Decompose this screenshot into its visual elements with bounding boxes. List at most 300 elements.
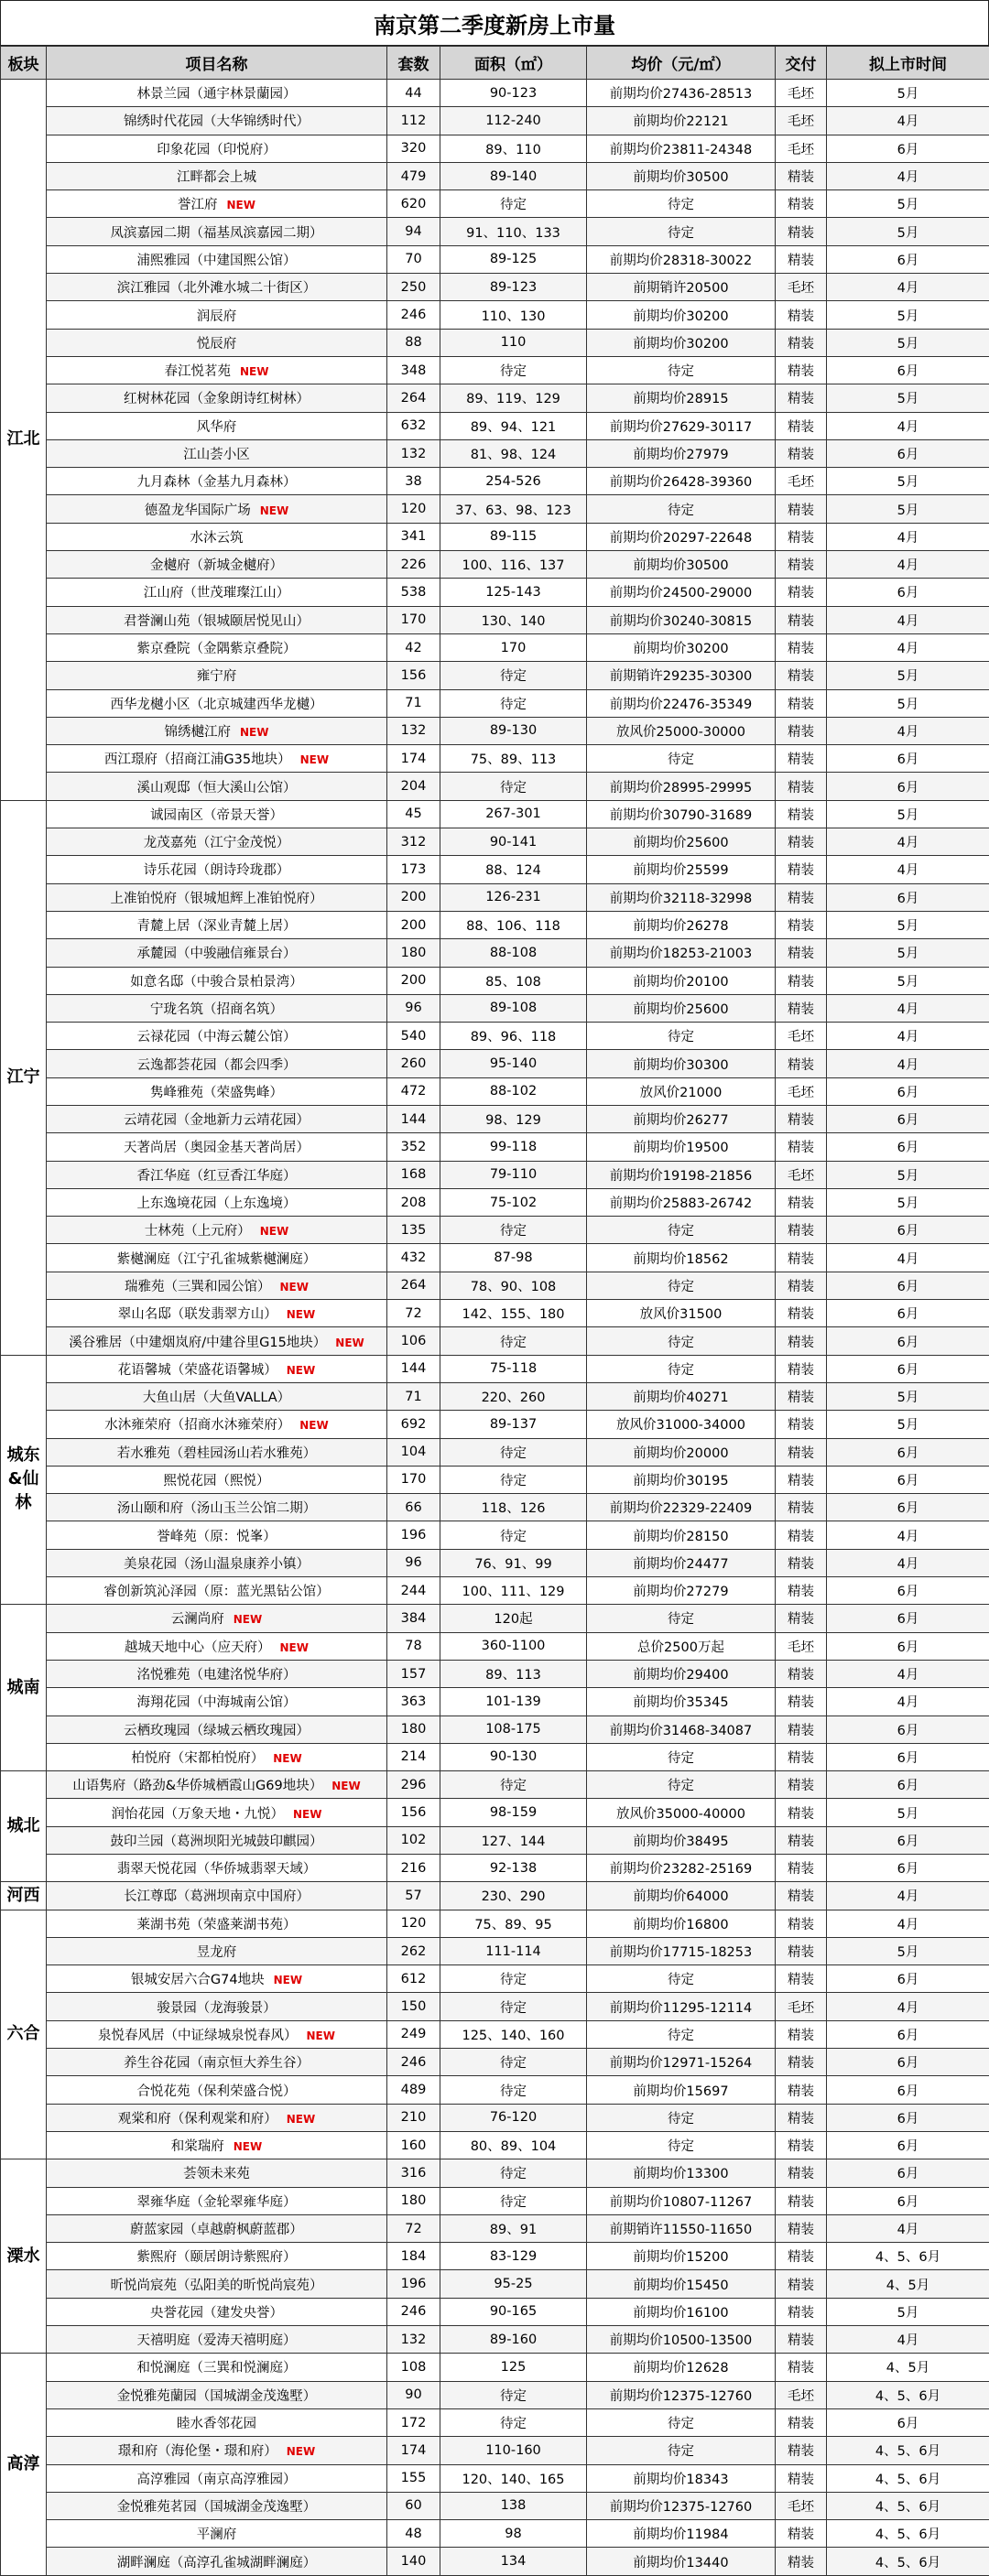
table-row bbox=[1, 384, 989, 412]
price-cell bbox=[587, 745, 776, 773]
launch-time-cell bbox=[827, 468, 989, 495]
delivery-text: 精装 bbox=[788, 2333, 814, 2348]
delivery-text: 精装 bbox=[788, 1612, 814, 1627]
new-badge: NEW bbox=[287, 2445, 315, 2458]
units-text: 155 bbox=[401, 2471, 427, 2485]
area-cell bbox=[440, 2270, 587, 2298]
delivery-cell bbox=[776, 329, 827, 356]
table-row bbox=[1, 1244, 989, 1272]
price-text: 前期均价18343 bbox=[633, 2473, 728, 2487]
price-cell bbox=[587, 551, 776, 579]
delivery-text: 精装 bbox=[788, 2278, 814, 2293]
delivery-cell bbox=[776, 107, 827, 135]
table-row bbox=[1, 1882, 989, 1910]
delivery-cell bbox=[776, 633, 827, 661]
price-text: 前期均价18253-21003 bbox=[610, 947, 753, 961]
launch-time-cell bbox=[827, 1438, 989, 1466]
units-text: 184 bbox=[401, 2249, 427, 2264]
launch-time-text: 4、5、6月 bbox=[875, 2250, 940, 2265]
price-cell bbox=[587, 662, 776, 689]
launch-time-cell bbox=[827, 2076, 989, 2104]
area-text: 待定 bbox=[500, 2417, 527, 2431]
delivery-cell bbox=[776, 2187, 827, 2214]
launch-time-text: 6月 bbox=[897, 1446, 919, 1461]
area-text: 90-130 bbox=[490, 1749, 537, 1764]
project-name-cell bbox=[47, 828, 387, 856]
area-text: 89-125 bbox=[490, 252, 537, 266]
launch-time-cell bbox=[827, 717, 989, 744]
launch-time-cell bbox=[827, 1105, 989, 1132]
area-text: 待定 bbox=[500, 2056, 527, 2071]
project-name-cell bbox=[47, 1882, 387, 1910]
area-text: 89-115 bbox=[490, 529, 537, 544]
price-cell bbox=[587, 2354, 776, 2381]
price-cell bbox=[587, 301, 776, 329]
units-cell bbox=[387, 1771, 440, 1799]
launch-time-cell bbox=[827, 2520, 989, 2548]
units-text: 320 bbox=[401, 141, 427, 156]
launch-time-cell bbox=[827, 190, 989, 218]
table-row bbox=[1, 2020, 989, 2048]
area-cell bbox=[440, 2187, 587, 2214]
delivery-cell bbox=[776, 606, 827, 633]
delivery-cell bbox=[776, 1743, 827, 1770]
project-name-cell bbox=[47, 107, 387, 135]
delivery-text: 精装 bbox=[788, 1835, 814, 1849]
units-text: 66 bbox=[405, 1500, 421, 1515]
area-text: 37、63、98、123 bbox=[455, 503, 571, 518]
project-name-cell bbox=[47, 2464, 387, 2492]
project-name-text: 印象花园（印悦府） bbox=[157, 143, 277, 157]
price-cell bbox=[587, 2049, 776, 2076]
units-text: 262 bbox=[401, 1944, 427, 1959]
project-name-cell bbox=[47, 800, 387, 828]
price-cell bbox=[587, 633, 776, 661]
table-row bbox=[1, 579, 989, 606]
table-row bbox=[1, 1632, 989, 1660]
table-row bbox=[1, 911, 989, 938]
project-name-cell bbox=[47, 994, 387, 1022]
price-cell bbox=[587, 1632, 776, 1660]
launch-time-text: 6月 bbox=[897, 448, 919, 462]
project-name-text: 海翔花园（中海城南公馆） bbox=[137, 1695, 297, 1710]
units-cell bbox=[387, 135, 440, 162]
delivery-text: 精装 bbox=[788, 808, 814, 823]
units-text: 168 bbox=[401, 1167, 427, 1182]
units-cell bbox=[387, 967, 440, 994]
units-cell bbox=[387, 2049, 440, 2076]
table-row bbox=[1, 245, 989, 273]
area-text: 80、89、104 bbox=[471, 2139, 557, 2154]
table-row bbox=[1, 1272, 989, 1299]
project-name-text: 滨江雅园（北外滩水城二十街区） bbox=[117, 281, 317, 296]
project-name-cell bbox=[47, 1188, 387, 1216]
launch-time-cell bbox=[827, 2298, 989, 2325]
units-cell bbox=[387, 468, 440, 495]
units-text: 200 bbox=[401, 973, 427, 988]
project-name-text: 悦辰府 bbox=[197, 337, 237, 352]
launch-time-text: 5月 bbox=[897, 808, 919, 823]
price-text: 前期均价30300 bbox=[633, 1058, 728, 1073]
launch-time-text: 4月 bbox=[897, 1252, 919, 1267]
units-text: 72 bbox=[405, 1306, 421, 1321]
delivery-cell bbox=[776, 2408, 827, 2436]
area-text: 待定 bbox=[500, 1224, 527, 1239]
project-name-text: 水沐雍荣府（招商水沐雍荣府） bbox=[104, 1418, 290, 1433]
units-cell bbox=[387, 1217, 440, 1244]
project-name-cell bbox=[47, 2437, 387, 2464]
delivery-cell bbox=[776, 439, 827, 467]
project-name-cell bbox=[47, 1743, 387, 1770]
delivery-text: 精装 bbox=[788, 503, 814, 518]
area-cell bbox=[440, 2049, 587, 2076]
launch-time-text: 4月 bbox=[897, 725, 919, 740]
project-name-cell bbox=[47, 1438, 387, 1466]
launch-time-text: 4月 bbox=[897, 863, 919, 878]
units-text: 244 bbox=[401, 1584, 427, 1598]
price-text: 前期均价25600 bbox=[633, 1002, 728, 1017]
units-cell bbox=[387, 245, 440, 273]
delivery-text: 精装 bbox=[788, 2473, 814, 2487]
delivery-text: 精装 bbox=[788, 2306, 814, 2321]
area-text: 170 bbox=[501, 641, 527, 655]
project-name-cell bbox=[47, 245, 387, 273]
launch-time-cell bbox=[827, 439, 989, 467]
area-text: 127、144 bbox=[482, 1835, 546, 1849]
project-name-text: 蔚蓝家园（卓越蔚枫蔚蓝郡） bbox=[130, 2223, 303, 2237]
delivery-text: 精装 bbox=[788, 558, 814, 573]
launch-time-cell bbox=[827, 662, 989, 689]
table-row bbox=[1, 2049, 989, 2076]
units-text: 352 bbox=[401, 1140, 427, 1154]
units-cell bbox=[387, 1826, 440, 1854]
area-cell bbox=[440, 1688, 587, 1716]
launch-time-cell bbox=[827, 1660, 989, 1687]
project-name-text: 合悦花苑（保利荣盛合悦） bbox=[137, 2084, 297, 2099]
project-name-text: 上准铂悦府（银城旭辉上准铂悦府） bbox=[111, 892, 323, 906]
new-badge: NEW bbox=[335, 1337, 364, 1349]
new-badge: NEW bbox=[307, 2029, 335, 2042]
table-row bbox=[1, 883, 989, 911]
price-text: 待定 bbox=[668, 2444, 694, 2459]
area-text: 220、260 bbox=[482, 1391, 546, 1405]
launch-time-text: 5月 bbox=[897, 1391, 919, 1405]
area-cell bbox=[440, 2492, 587, 2519]
launch-time-cell bbox=[827, 1133, 989, 1161]
price-text: 前期均价12375-12760 bbox=[610, 2389, 753, 2404]
units-text: 140 bbox=[401, 2554, 427, 2569]
table-row bbox=[1, 2076, 989, 2104]
project-name-text: 溪谷雅居（中建烟岚府/中建谷里G15地块） bbox=[69, 1336, 326, 1350]
project-name-cell bbox=[47, 1133, 387, 1161]
delivery-text: 精装 bbox=[788, 2056, 814, 2071]
project-name-text: 熙悦花园（熙悦） bbox=[164, 1474, 270, 1488]
delivery-text: 精装 bbox=[788, 198, 814, 212]
units-text: 44 bbox=[405, 86, 421, 101]
area-cell bbox=[440, 301, 587, 329]
area-text: 待定 bbox=[500, 2195, 527, 2210]
units-text: 102 bbox=[401, 1833, 427, 1847]
table-row bbox=[1, 2437, 989, 2464]
delivery-cell bbox=[776, 2214, 827, 2242]
units-text: 42 bbox=[405, 641, 421, 655]
launch-time-text: 6月 bbox=[897, 1835, 919, 1849]
delivery-text: 毛坯 bbox=[788, 114, 814, 129]
launch-time-text: 6月 bbox=[897, 2084, 919, 2099]
project-name-cell bbox=[47, 579, 387, 606]
project-name-cell bbox=[47, 1355, 387, 1382]
launch-time-text: 4、5、6月 bbox=[875, 2473, 940, 2487]
delivery-cell bbox=[776, 412, 827, 439]
price-text: 待定 bbox=[668, 2029, 694, 2043]
area-text: 111-114 bbox=[485, 1944, 541, 1959]
launch-time-cell bbox=[827, 1466, 989, 1493]
price-cell bbox=[587, 579, 776, 606]
launch-time-cell bbox=[827, 1965, 989, 1993]
delivery-text: 精装 bbox=[788, 2250, 814, 2265]
units-text: 540 bbox=[401, 1029, 427, 1044]
project-name-text: 荟领未来苑 bbox=[183, 2167, 250, 2181]
launch-time-cell bbox=[827, 2548, 989, 2575]
launch-time-cell bbox=[827, 1577, 989, 1605]
project-name-text: 江畔都会上城 bbox=[177, 170, 256, 185]
project-name-text: 紫京叠院（金隅紫京叠院） bbox=[137, 642, 297, 656]
launch-time-cell bbox=[827, 773, 989, 800]
launch-time-text: 6月 bbox=[897, 1612, 919, 1627]
project-name-cell bbox=[47, 2020, 387, 2048]
price-cell bbox=[587, 994, 776, 1022]
launch-time-text: 5月 bbox=[897, 1196, 919, 1211]
units-cell bbox=[387, 2131, 440, 2159]
price-text: 前期均价30195 bbox=[633, 1474, 728, 1488]
launch-time-cell bbox=[827, 2214, 989, 2242]
units-text: 246 bbox=[401, 308, 427, 322]
price-cell bbox=[587, 2243, 776, 2270]
launch-time-text: 5月 bbox=[897, 698, 919, 712]
region-cell: 高淳 bbox=[1, 2354, 47, 2575]
area-text: 83-129 bbox=[490, 2249, 537, 2264]
delivery-text: 精装 bbox=[788, 1779, 814, 1793]
area-text: 75-118 bbox=[490, 1361, 537, 1376]
area-cell bbox=[440, 773, 587, 800]
units-cell bbox=[387, 2354, 440, 2381]
price-text: 前期均价20297-22648 bbox=[610, 531, 753, 546]
area-text: 95-140 bbox=[490, 1056, 537, 1071]
project-name-text: 红树林花园（金象朗诗红树林） bbox=[124, 392, 310, 406]
project-name-cell bbox=[47, 1244, 387, 1272]
launch-time-text: 4月 bbox=[897, 1918, 919, 1932]
delivery-text: 精装 bbox=[788, 863, 814, 878]
delivery-text: 精装 bbox=[788, 947, 814, 961]
table-row bbox=[1, 2187, 989, 2214]
delivery-cell bbox=[776, 579, 827, 606]
price-cell bbox=[587, 2520, 776, 2548]
launch-time-cell bbox=[827, 579, 989, 606]
delivery-text: 精装 bbox=[788, 392, 814, 406]
launch-time-cell bbox=[827, 245, 989, 273]
project-name-text: 金悦雅苑茗园（国城湖金茂逸墅） bbox=[117, 2500, 317, 2515]
launch-time-text: 6月 bbox=[897, 1307, 919, 1322]
units-cell bbox=[387, 2076, 440, 2104]
area-text: 75、89、95 bbox=[474, 1918, 551, 1932]
project-name-cell bbox=[47, 1272, 387, 1299]
column-header-launch-time: 拟上市时间 bbox=[827, 47, 989, 80]
delivery-text: 精装 bbox=[788, 669, 814, 684]
launch-time-text: 4月 bbox=[897, 642, 919, 656]
delivery-text: 精装 bbox=[788, 1280, 814, 1294]
area-text: 101-139 bbox=[485, 1694, 541, 1709]
units-cell bbox=[387, 800, 440, 828]
project-name-text: 云栖玫瑰园（绿城云栖玫瑰园） bbox=[124, 1724, 310, 1738]
delivery-cell bbox=[776, 1993, 827, 2020]
launch-time-cell bbox=[827, 1882, 989, 1910]
area-cell bbox=[440, 1300, 587, 1327]
new-badge: NEW bbox=[293, 1808, 321, 1821]
delivery-cell bbox=[776, 2131, 827, 2159]
units-cell bbox=[387, 2298, 440, 2325]
delivery-text: 精装 bbox=[788, 1474, 814, 1488]
price-cell bbox=[587, 329, 776, 356]
table-row bbox=[1, 107, 989, 135]
table-row bbox=[1, 439, 989, 467]
delivery-text: 毛坯 bbox=[788, 1169, 814, 1184]
area-text: 待定 bbox=[500, 781, 527, 796]
price-text: 前期均价23811-24348 bbox=[610, 143, 753, 157]
area-cell bbox=[440, 1023, 587, 1050]
units-text: 156 bbox=[401, 668, 427, 683]
price-text: 前期均价29400 bbox=[633, 1668, 728, 1683]
column-header-project: 项目名称 bbox=[47, 47, 387, 80]
launch-time-cell bbox=[827, 856, 989, 883]
project-name-text: 誉峰苑（原：悦峯） bbox=[157, 1530, 277, 1544]
units-text: 200 bbox=[401, 918, 427, 933]
launch-time-text: 4、5、6月 bbox=[875, 2500, 940, 2515]
table-row bbox=[1, 468, 989, 495]
project-name-cell bbox=[47, 218, 387, 245]
units-text: 180 bbox=[401, 1722, 427, 1737]
units-text: 170 bbox=[401, 1472, 427, 1487]
units-cell bbox=[387, 439, 440, 467]
launch-time-text: 5月 bbox=[897, 975, 919, 990]
table-row bbox=[1, 2354, 989, 2381]
area-text: 120、140、165 bbox=[462, 2473, 564, 2487]
units-text: 312 bbox=[401, 835, 427, 850]
units-cell bbox=[387, 1716, 440, 1743]
project-name-cell bbox=[47, 1466, 387, 1493]
units-text: 60 bbox=[405, 2498, 421, 2513]
project-name-text: 雍宁府 bbox=[197, 669, 237, 684]
area-text: 待定 bbox=[500, 1973, 527, 1987]
price-cell bbox=[587, 1494, 776, 1521]
launch-time-cell bbox=[827, 994, 989, 1022]
area-text: 待定 bbox=[500, 2389, 527, 2404]
launch-time-text: 5月 bbox=[897, 1169, 919, 1184]
table-row bbox=[1, 2464, 989, 2492]
units-cell bbox=[387, 1161, 440, 1188]
delivery-cell bbox=[776, 551, 827, 579]
units-cell bbox=[387, 856, 440, 883]
area-cell bbox=[440, 606, 587, 633]
units-text: 120 bbox=[401, 502, 427, 516]
table-row bbox=[1, 2326, 989, 2354]
delivery-text: 精装 bbox=[788, 1918, 814, 1932]
units-cell bbox=[387, 1632, 440, 1660]
price-text: 前期均价26428-39360 bbox=[610, 475, 753, 490]
delivery-text: 精装 bbox=[788, 1363, 814, 1378]
price-text: 待定 bbox=[668, 1973, 694, 1987]
project-name-cell bbox=[47, 80, 387, 107]
project-name-cell bbox=[47, 356, 387, 384]
area-cell bbox=[440, 1161, 587, 1188]
project-name-cell bbox=[47, 1855, 387, 1882]
launch-time-text: 6月 bbox=[897, 1280, 919, 1294]
price-text: 前期均价28995-29995 bbox=[610, 781, 753, 796]
price-cell bbox=[587, 1771, 776, 1799]
launch-time-cell bbox=[827, 1855, 989, 1882]
units-cell bbox=[387, 2408, 440, 2436]
area-cell bbox=[440, 1466, 587, 1493]
project-name-text: 江山府（世茂璀璨江山） bbox=[144, 586, 290, 601]
launch-time-text: 4月 bbox=[897, 836, 919, 850]
launch-time-cell bbox=[827, 633, 989, 661]
project-name-cell bbox=[47, 190, 387, 218]
table-row bbox=[1, 2104, 989, 2131]
table-row bbox=[1, 2270, 989, 2298]
price-text: 前期均价15200 bbox=[633, 2250, 728, 2265]
delivery-cell bbox=[776, 245, 827, 273]
price-cell bbox=[587, 828, 776, 856]
project-name-cell bbox=[47, 1799, 387, 1826]
delivery-text: 毛坯 bbox=[788, 281, 814, 296]
area-cell bbox=[440, 1105, 587, 1132]
price-cell bbox=[587, 2159, 776, 2187]
area-text: 89-137 bbox=[490, 1417, 537, 1432]
area-cell bbox=[440, 1937, 587, 1964]
delivery-cell bbox=[776, 2354, 827, 2381]
project-name-text: 紫樾澜庭（江宁孔雀城紫樾澜庭） bbox=[117, 1252, 317, 1267]
launch-time-cell bbox=[827, 2492, 989, 2519]
project-name-cell bbox=[47, 162, 387, 189]
project-name-cell bbox=[47, 883, 387, 911]
table-row bbox=[1, 356, 989, 384]
units-cell bbox=[387, 495, 440, 523]
units-text: 260 bbox=[401, 1056, 427, 1071]
table-row bbox=[1, 856, 989, 883]
delivery-text: 精装 bbox=[788, 892, 814, 906]
area-text: 待定 bbox=[500, 1474, 527, 1488]
launch-time-cell bbox=[827, 2187, 989, 2214]
launch-time-text: 4月 bbox=[897, 614, 919, 629]
delivery-text: 毛坯 bbox=[788, 2001, 814, 2016]
launch-time-text: 6月 bbox=[897, 1779, 919, 1793]
price-text: 待定 bbox=[668, 1030, 694, 1044]
table-row bbox=[1, 274, 989, 301]
area-text: 134 bbox=[501, 2554, 527, 2569]
launch-time-cell bbox=[827, 1937, 989, 1964]
delivery-text: 毛坯 bbox=[788, 87, 814, 102]
area-cell bbox=[440, 689, 587, 717]
delivery-text: 精装 bbox=[788, 1945, 814, 1960]
area-text: 89-130 bbox=[490, 723, 537, 738]
area-cell bbox=[440, 717, 587, 744]
launch-time-cell bbox=[827, 1826, 989, 1854]
area-cell bbox=[440, 2520, 587, 2548]
price-text: 前期均价30200 bbox=[633, 337, 728, 352]
table-row bbox=[1, 495, 989, 523]
new-badge: NEW bbox=[227, 199, 255, 211]
units-text: 45 bbox=[405, 806, 421, 821]
project-name-cell bbox=[47, 2049, 387, 2076]
